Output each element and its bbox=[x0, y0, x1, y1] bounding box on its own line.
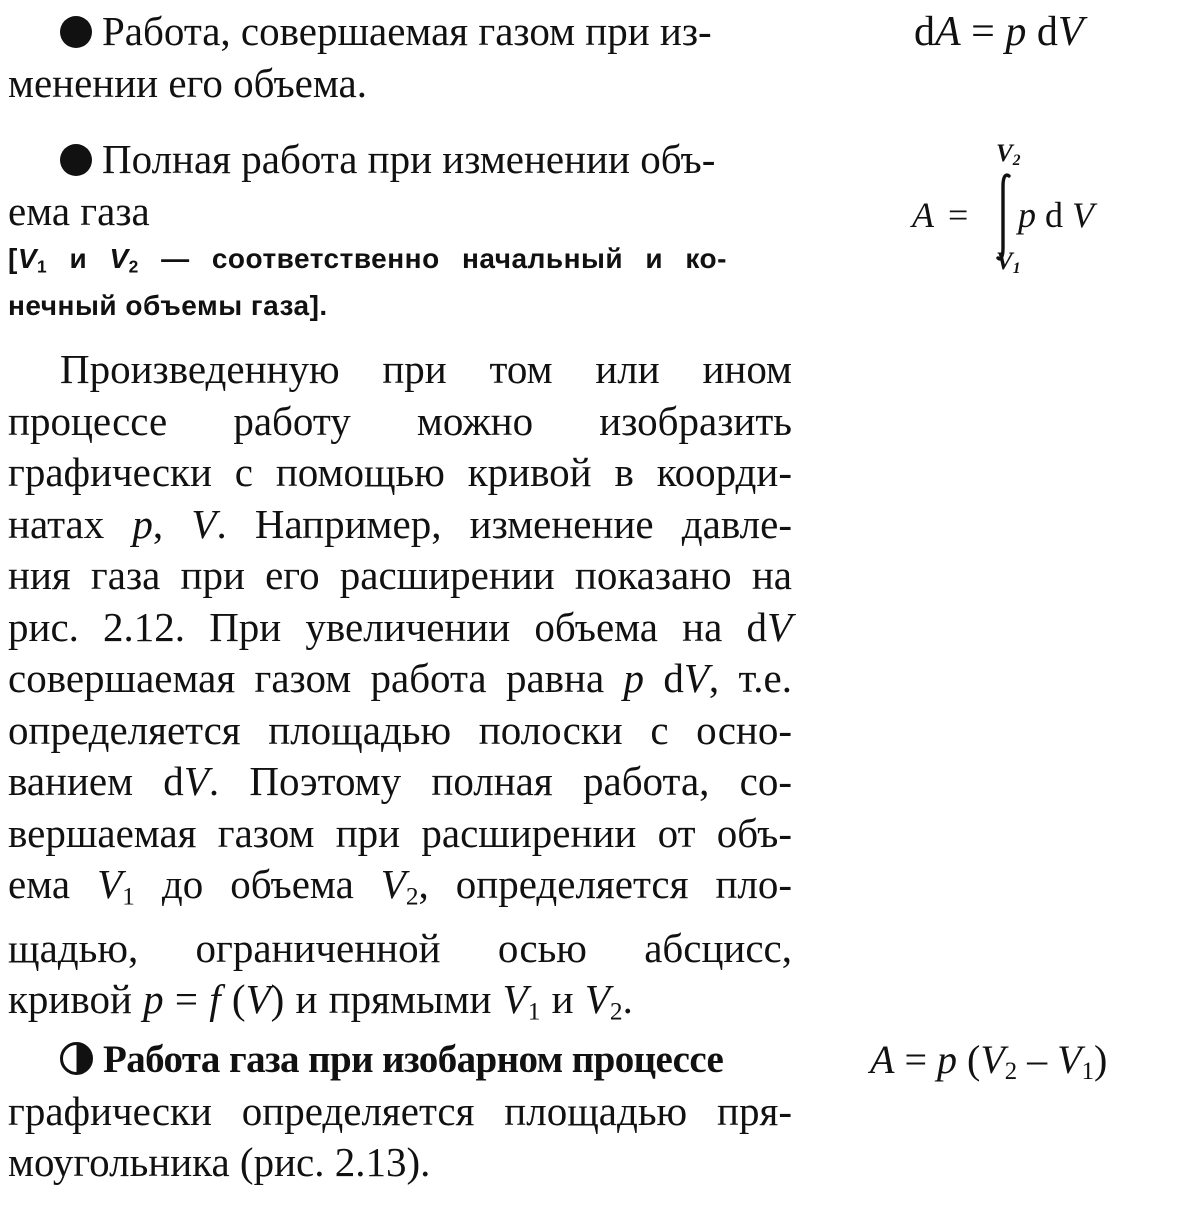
para-line2: процессе работу можно изобразить bbox=[8, 397, 792, 444]
integral-lower-limit: $V_1$ bbox=[996, 248, 1021, 277]
integral-upper-limit: $V_2$ bbox=[996, 140, 1021, 169]
half-filled-bullet-icon bbox=[60, 1042, 93, 1075]
item3-line1: Работа газа при изобарном процессе bbox=[8, 1034, 792, 1086]
para-line9: ванием dV. Поэтому полная работа, со- bbox=[8, 758, 793, 804]
item1-line2: менении его объема. bbox=[8, 59, 367, 106]
integral-body: p d V bbox=[1018, 195, 1094, 235]
item-full-work bbox=[8, 134, 792, 325]
filled-bullet-icon bbox=[60, 16, 92, 48]
item2-note-line1: [$V_1$ и $V_2$ — соответственно начальный и ко- bbox=[8, 243, 727, 277]
item2-note-line2: нечный объемы газа]. bbox=[8, 290, 328, 322]
item2-line2: ема газа bbox=[8, 187, 150, 234]
formula-isobaric: A = p $(V_2 - V_1)$ bbox=[870, 1037, 1108, 1086]
para-line8: определяется площадью полоски с осно- bbox=[8, 706, 792, 753]
filled-bullet-icon bbox=[60, 144, 92, 176]
formula-integral: A = $V_2$ p d V $V_1$ bbox=[912, 140, 1094, 277]
item-isobaric-work bbox=[8, 1034, 792, 1189]
para-line3: графически с помощью кривой в коорди- bbox=[8, 449, 792, 495]
paragraph-graphic-work bbox=[8, 344, 792, 1038]
para-line1: Произведенную при том или ином bbox=[60, 346, 792, 392]
item-work-by-gas bbox=[8, 6, 792, 109]
item1-line1: Работа, совершаемая газом при из- bbox=[8, 6, 792, 58]
para-line12: щадью, ограниченной осью абсцисс, bbox=[8, 924, 792, 971]
para-line4: натах p, V. Например, изменение давле- bbox=[8, 500, 792, 547]
para-line6: рис. 2.12. При увеличении объема на dV bbox=[8, 603, 792, 650]
para-line10: вершаемая газом при расширении от объ- bbox=[8, 809, 792, 856]
item3-line2: графически определяется площадью пря- bbox=[8, 1087, 792, 1134]
para-line7: совершаемая газом работа равна p dV, т.е. bbox=[8, 655, 793, 701]
formula-dA: dA = p dV bbox=[914, 9, 1084, 55]
item2-line1: Полная работа при изменении объ- bbox=[8, 134, 792, 186]
item3-line3: моугольника (рис. 2.13). bbox=[8, 1139, 431, 1185]
para-line11: ема $V_1$ до объема $V_2$, определяется пло- bbox=[8, 861, 793, 911]
para-line13: кривой p = f (V) и прямыми $V_1$ и $V_2$. bbox=[8, 976, 633, 1026]
para-line5: ния газа при его расширении показано на bbox=[8, 552, 792, 598]
